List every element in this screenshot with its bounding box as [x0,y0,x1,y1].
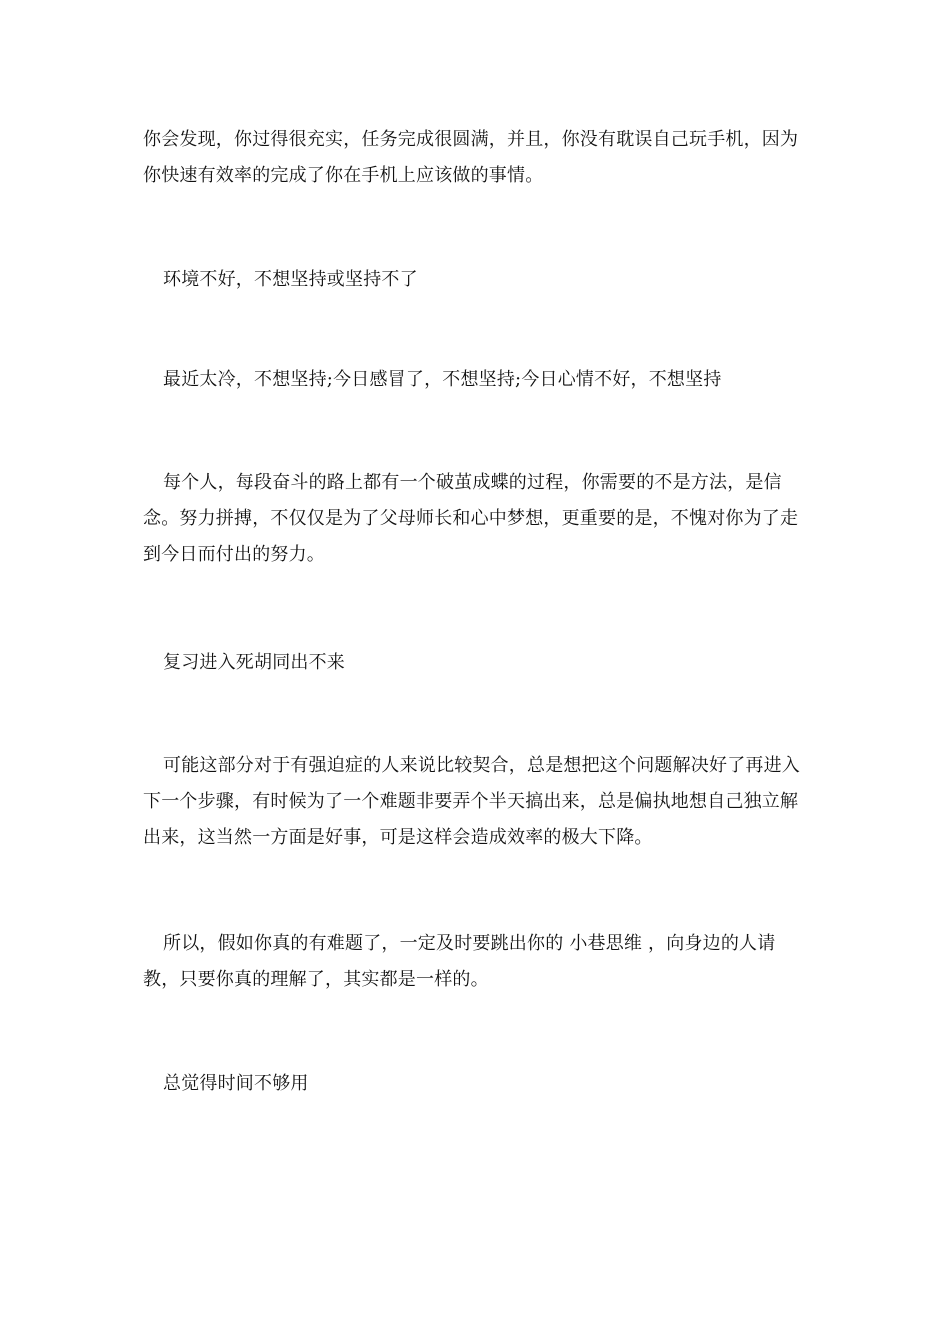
paragraph-perfectionism: 可能这部分对于有强迫症的人来说比较契合，总是想把这个问题解决好了再进入下一个步骤，有时候为了一个难题非要弄个半天搞出来，总是偏执地想自己独立解出来，这当然一方面是好事，可是这样会造成效率的极大下降。 [143,755,800,848]
paragraph-belief: 每个人，每段奋斗的路上都有一个破茧成蝶的过程，你需要的不是方法，是信念。努力拼搏，不仅仅是为了父母师长和心中梦想，更重要的是，不愧对你为了走到今日而付出的努力。 [143,472,799,565]
paragraph-ask-for-help: 所以，假如你真的有难题了，一定及时要跳出你的 小巷思维 ，向身边的人请教，只要你真的理解了，其实都是一样的。 [143,933,776,990]
paragraph-finish-efficiently: 你会发现，你过得很充实，任务完成很圆满，并且，你没有耽误自己玩手机，因为你快速有效率的完成了你在手机上应该做的事情。 [143,129,799,186]
heading-bad-environment: 环境不好，不想坚持或坚持不了 [163,269,418,290]
paragraph-excuses: 最近太冷，不想坚持;今日感冒了，不想坚持;今日心情不好，不想坚持 [163,369,722,390]
heading-dead-end-review: 复习进入死胡同出不来 [163,652,345,673]
heading-not-enough-time: 总觉得时间不够用 [163,1073,309,1094]
